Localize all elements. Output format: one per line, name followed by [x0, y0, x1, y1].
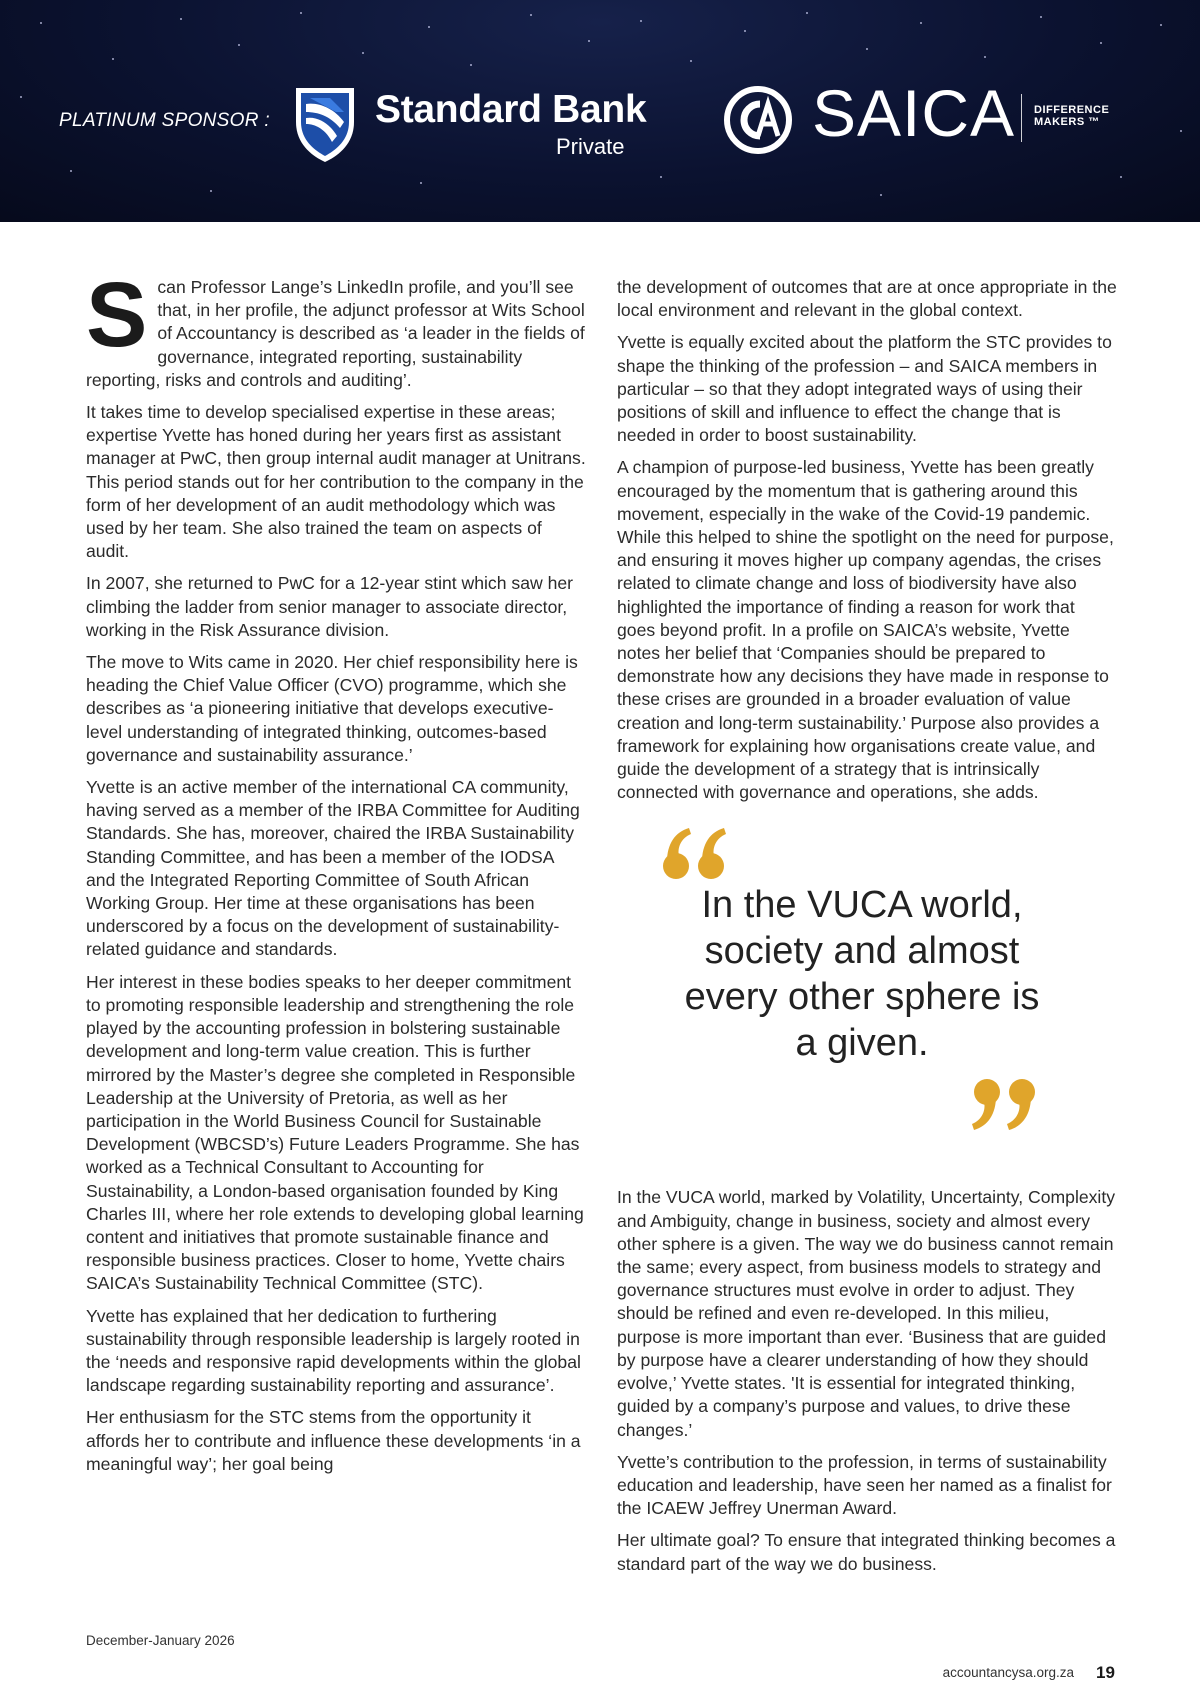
article-paragraph: A champion of purpose-led business, Yvette has been greatly encouraged by the momentum that is gathering around this movement, especially in the wake of the Covid-19 pandemic. While this helped to shine the spotlight on the need for purpose, and ensuring it moves higher up company agendas, the crises related to climate change and loss of biodiversity have also highlighted the importance of finding a reason for work that goes beyond profit. In a profile on SAICA’s website, Yvette notes her belief that ‘Companies should be prepared to demonstrate how any decisions they have made in response to these crises are grounded in a broader evaluation of value creation and long-term sustainability.’ Purpose also provides a framework for explaining how organisations create value, and guide the development of a strategy that is intrinsically connected with governance and operations, she adds. [617, 457, 1114, 803]
partner-name: SAICA [812, 76, 1016, 150]
article-paragraph: Yvette is an active member of the international CA community, having served as a member of the IRBA Committee for Auditing Standards. She has, moreover, chaired the IRBA Sustainability Standing Committee, and has been a member of the IODSA and the Integrated Reporting Committee of South African Working Group. Her time at these organisations has been underscored by a focus on the development of sustainability-related guidance and standards. [86, 777, 580, 960]
article-paragraph: Her interest in these bodies speaks to her deeper commitment to promoting responsible leadership and strengthening the role played by the accounting profession in bolstering sustainable development and long-term value creation. This is further mirrored by the Master’s degree she completed in Responsible Leadership at the University of Pretoria, as well as her participation in the World Business Council for Sustainable Development (WBCSD’s) Future Leaders Programme. She has worked as a Technical Consultant to Accounting for Sustainability, a London-based organisation founded by King Charles III, where her role extends to developing global learning content and initiatives that promote sustainable finance and responsible business practices. Closer to home, Yvette chairs SAICA’s Sustainability Technical Committee (STC). [86, 971, 584, 1294]
open-quote-icon [661, 826, 731, 886]
pull-quote-text: In the VUCA world, society and almost every other sphere is a given. [684, 884, 1040, 1065]
article-paragraph: In the VUCA world, marked by Volatility, Uncertainty, Complexity and Ambiguity, change in business, society and almost every other sphere is a given. The way we do business cannot remain the same; every aspect, from business models to strategy and governance structures must evolve in order to adjust. They should be refined and even re-developed. In this milieu, purpose is more important than ever. ‘Business that are guided by purpose have a clearer understanding of how they should evolve,’ Yvette states. 'It is essential for integrated thinking, guided by a company’s purpose and values, to drive these changes.’ [617, 1187, 1116, 1440]
pull-quote [617, 826, 1117, 1168]
article-paragraph: the development of outcomes that are at once appropriate in the local environment and relevant in the global context. [617, 277, 1117, 321]
article-paragraph: Yvette has explained that her dedication to furthering sustainability through responsible leadership is largely rooted in the ‘needs and responsive rapid developments within the global landscape regarding sustainability reporting and assurance’. [86, 1305, 581, 1396]
sponsor-label: PLATINUM SPONSOR : [59, 110, 270, 131]
sponsor-sub: Private [556, 134, 625, 159]
article-left-column [86, 264, 586, 1485]
footer-issue-date: December-January 2026 [86, 1633, 235, 1648]
saica-ca-icon [724, 86, 792, 154]
article-paragraph: Yvette’s contribution to the profession, in terms of sustainability education and leadership, have seen her named as a finalist for the ICAEW Jeffrey Unerman Award. [617, 1451, 1112, 1519]
article-paragraph: Her ultimate goal? To ensure that integrated thinking becomes a standard part of the way we do business. [617, 1530, 1116, 1574]
article-paragraph: The move to Wits came in 2020. Her chief responsibility here is heading the Chief Value Officer (CVO) programme, which she describes as ‘a pioneering initiative that develops executive-level understanding of integrated thinking, outcomes-based governance and sustainability assurance.’ [86, 652, 578, 765]
article-paragraph [86, 264, 586, 392]
partner-tagline-line2: MAKERS ™ [1034, 116, 1100, 128]
drop-cap: S [86, 264, 148, 366]
paragraph-text: can Professor Lange’s LinkedIn profile, and you’ll see that, in her profile, the adjunct professor at Wits School of Accountancy is described as ‘a leader in the fields of governance, integrated reporting, sustainability reporting, risks and controls and auditing’. [86, 277, 585, 390]
sponsor-name: Standard Bank [375, 88, 647, 131]
footer-website: accountancysa.org.za [942, 1665, 1074, 1680]
partner-divider [1021, 94, 1022, 142]
partner-tagline-line1: DIFFERENCE [1034, 104, 1110, 116]
article-paragraph: In 2007, she returned to PwC for a 12-year stint which saw her climbing the ladder from senior manager to associate director, working in the Risk Assurance division. [86, 573, 574, 640]
article-paragraph: Yvette is equally excited about the platform the STC provides to shape the thinking of the profession – and SAICA members in particular – so that they adopt integrated ways of using their positions of skill and influence to effect the change that is needed in order to boost sustainability. [617, 332, 1112, 446]
close-quote-icon [967, 1072, 1037, 1132]
footer-page-number: 19 [1096, 1663, 1115, 1682]
standard-bank-shield-icon [290, 82, 360, 164]
article-paragraph: It takes time to develop specialised expertise in these areas; expertise Yvette has honed during her years first as assistant manager at PwC, then group internal audit manager at Unitrans. This period stands out for her contribution to the company in the form of her development of an audit methodology which was used by her team. She also trained the team on aspects of audit. [86, 402, 586, 562]
article-paragraph: Her enthusiasm for the STC stems from the opportunity it affords her to contribute and influence these developments ‘in a meaningful way’; her goal being [86, 1407, 581, 1474]
partner-tagline [1034, 104, 1109, 128]
header-banner [0, 0, 1200, 222]
article-right-column [617, 276, 1117, 1585]
